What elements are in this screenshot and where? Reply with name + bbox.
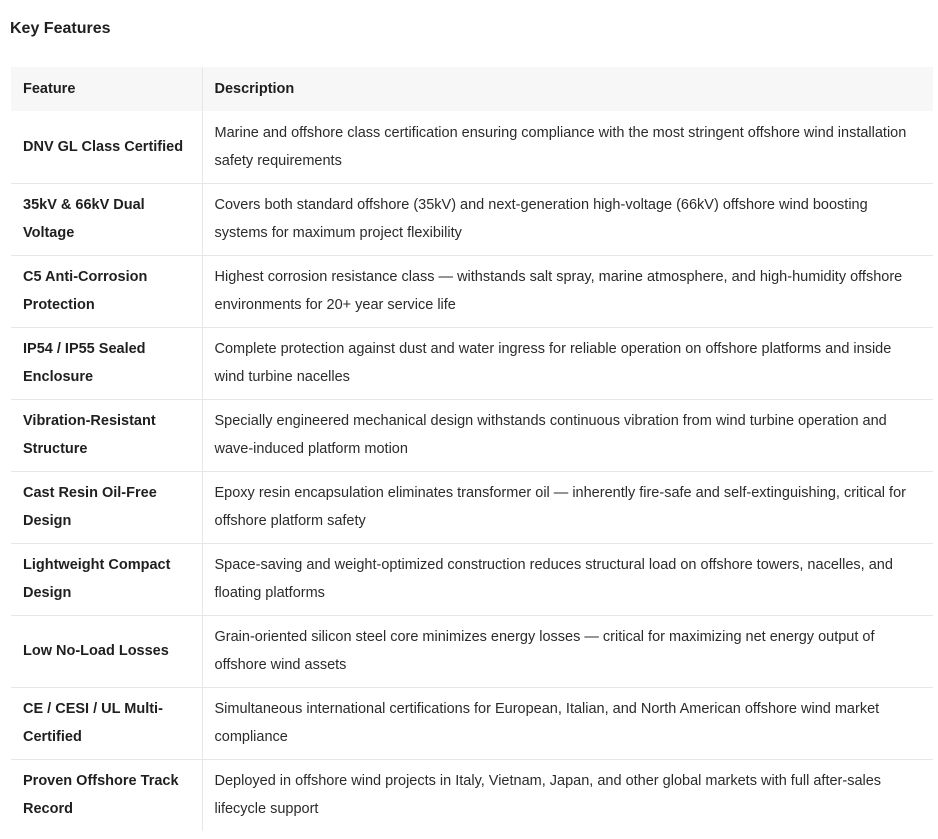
table-row xyxy=(11,759,933,831)
table-body xyxy=(11,111,933,831)
header-description: Description xyxy=(202,67,933,111)
feature-cell: DNV GL Class Certified xyxy=(11,111,202,183)
description-cell: Covers both standard offshore (35kV) and next-generation high-voltage (66kV) offshore wind boosting systems for maximum project flexibility xyxy=(202,183,933,255)
description-cell: Complete protection against dust and water ingress for reliable operation on offshore platforms and inside wind turbine nacelles xyxy=(202,327,933,399)
features-table xyxy=(11,67,933,831)
table-row xyxy=(11,687,933,759)
table-row xyxy=(11,111,933,183)
table-row xyxy=(11,327,933,399)
feature-cell: 35kV & 66kV Dual Voltage xyxy=(11,183,202,255)
header-feature: Feature xyxy=(11,67,202,111)
table-row xyxy=(11,183,933,255)
features-table-container xyxy=(11,67,933,831)
header-row xyxy=(11,67,933,111)
table-row xyxy=(11,255,933,327)
feature-cell: CE / CESI / UL Multi-Certified xyxy=(11,687,202,759)
feature-cell: C5 Anti-Corrosion Protection xyxy=(11,255,202,327)
description-cell: Deployed in offshore wind projects in Italy, Vietnam, Japan, and other global markets with full after-sales lifecycle support xyxy=(202,759,933,831)
description-cell: Space-saving and weight-optimized construction reduces structural load on offshore towers, nacelles, and floating platforms xyxy=(202,543,933,615)
description-cell: Epoxy resin encapsulation eliminates transformer oil — inherently fire-safe and self-extinguishing, critical for offshore platform safety xyxy=(202,471,933,543)
feature-cell: Low No-Load Losses xyxy=(11,615,202,687)
description-cell: Simultaneous international certifications for European, Italian, and North American offshore wind market compliance xyxy=(202,687,933,759)
description-cell: Marine and offshore class certification ensuring compliance with the most stringent offshore wind installation safety requirements xyxy=(214,124,907,169)
feature-cell: IP54 / IP55 Sealed Enclosure xyxy=(11,327,202,399)
feature-cell: Cast Resin Oil-Free Design xyxy=(11,471,202,543)
description-cell: Specially engineered mechanical design withstands continuous vibration from wind turbine operation and wave-induced platform motion xyxy=(202,399,933,471)
description-cell: Highest corrosion resistance class — withstands salt spray, marine atmosphere, and high-humidity offshore environments for 20+ year service life xyxy=(202,255,933,327)
table-row xyxy=(11,615,933,687)
section-title: Key Features xyxy=(10,20,111,37)
feature-cell: Vibration-Resistant Structure xyxy=(11,399,202,471)
feature-cell: Lightweight Compact Design xyxy=(11,543,202,615)
feature-cell: Proven Offshore Track Record xyxy=(11,759,202,831)
description-cell: Grain-oriented silicon steel core minimizes energy losses — critical for maximizing net energy output of offshore wind assets xyxy=(202,615,933,687)
table-row xyxy=(11,399,933,471)
table-header xyxy=(11,67,933,111)
table-row xyxy=(11,471,933,543)
table-row xyxy=(11,543,933,615)
